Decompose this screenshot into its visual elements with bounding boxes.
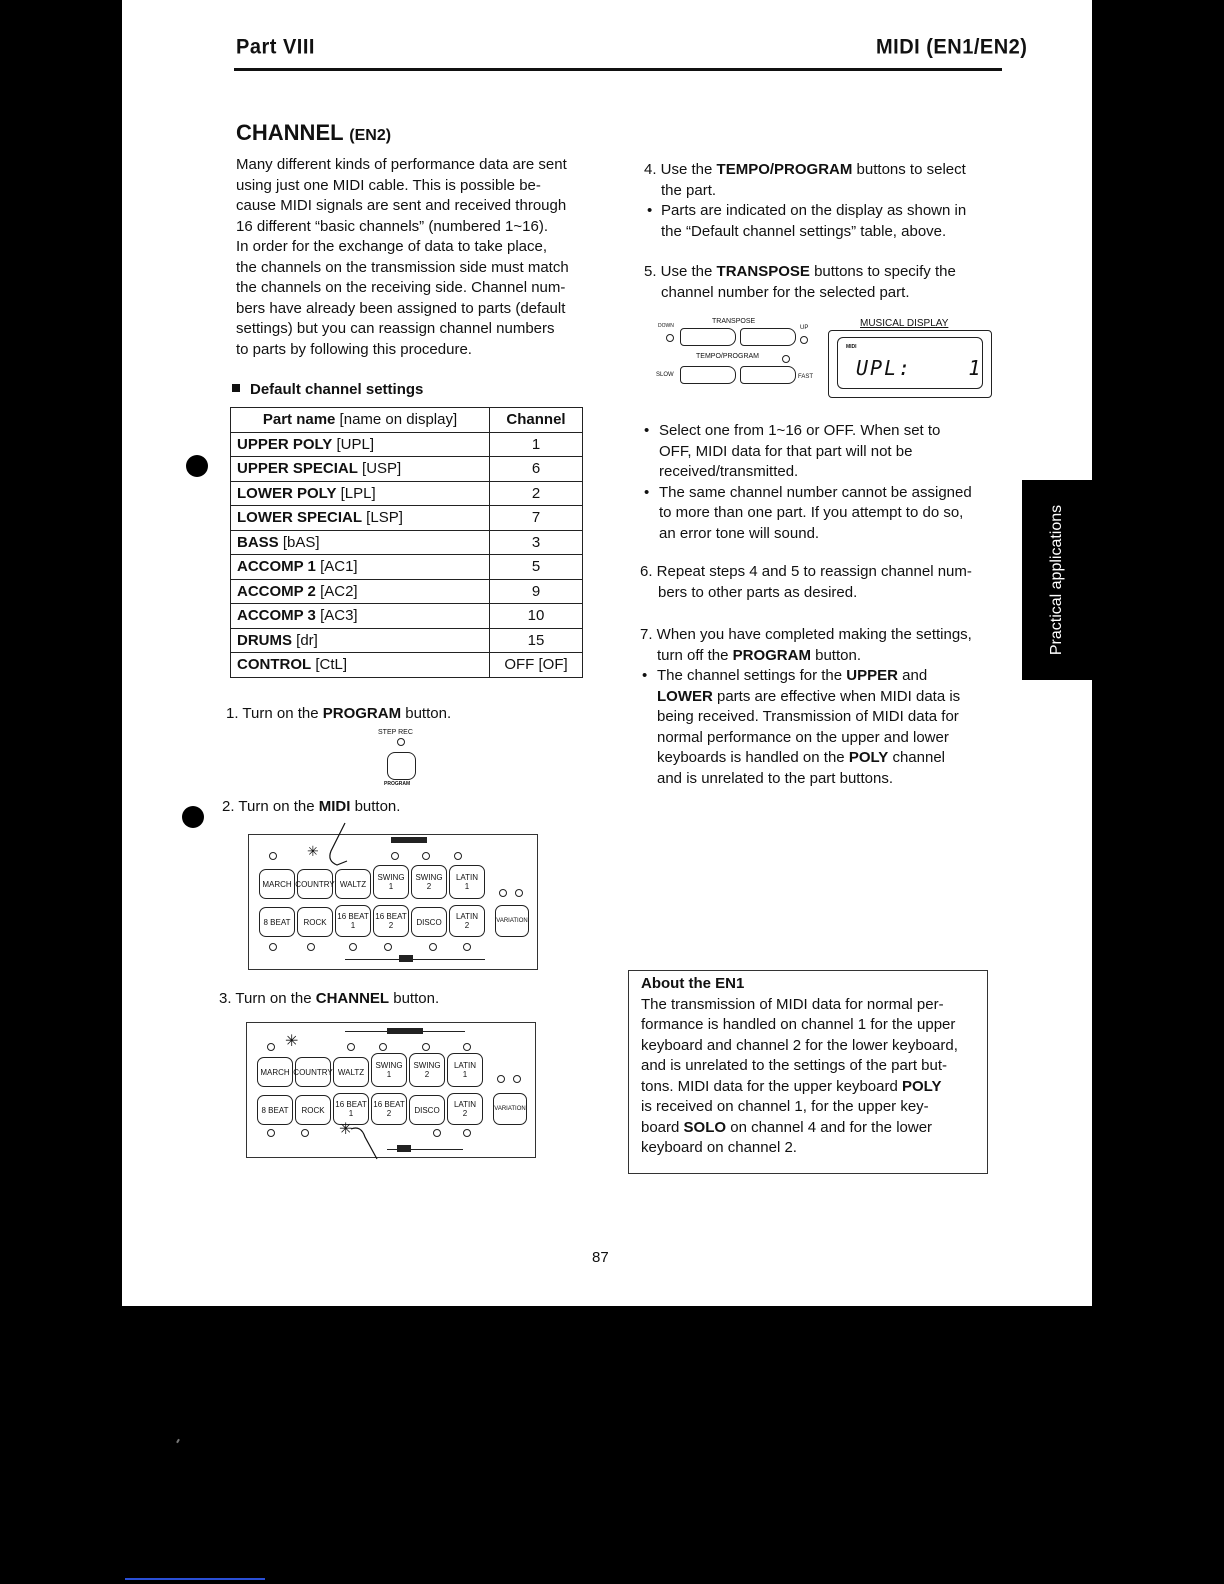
scan-border-bottom: [122, 1306, 1092, 1584]
panel-button-variation[interactable]: VARIATION: [493, 1093, 527, 1125]
step-6: 6. Repeat steps 4 and 5 to reassign channel num- bers to other parts as desired.: [640, 563, 972, 601]
panel-button-disco[interactable]: DISCO: [409, 1095, 445, 1125]
panel-button-latin2[interactable]: LATIN 2: [447, 1093, 483, 1125]
bullet-icon: •: [644, 422, 650, 439]
intro-line: In order for the exchange of data to take place,: [236, 238, 548, 255]
intro-line: the channels on the transmission side must match: [236, 258, 569, 276]
punch-hole-dot: [186, 455, 208, 477]
panel-led: [422, 1043, 430, 1051]
table-row: ACCOMP 1 [AC1] 5: [231, 555, 583, 580]
panel-button-march[interactable]: MARCH: [257, 1057, 293, 1087]
bottom-link-bar[interactable]: [125, 1578, 265, 1580]
table-row: DRUMS [dr] 15: [231, 628, 583, 653]
musical-display-label: MUSICAL DISPLAY: [860, 318, 949, 329]
panel-led: [379, 1043, 387, 1051]
panel-button-16beat1[interactable]: 16 BEAT 1: [335, 905, 371, 937]
section-title: [236, 120, 391, 146]
bullet-icon: •: [642, 667, 648, 684]
panel-bar: [399, 955, 413, 962]
transpose-up-button[interactable]: [740, 328, 796, 346]
square-bullet-icon: [232, 384, 240, 392]
col-channel-header: Channel: [490, 408, 583, 433]
up-label: UP: [800, 325, 809, 331]
lit-led-icon: ✳: [285, 1033, 299, 1050]
musical-display: [828, 330, 992, 398]
table-row: ACCOMP 2 [AC2] 9: [231, 579, 583, 604]
transpose-label: TRANSPOSE: [712, 318, 756, 325]
about-en1-box: [628, 970, 988, 1174]
lcd-readout: UPL: 1: [856, 356, 983, 380]
intro-line: Many different kinds of performance data are sent: [236, 156, 567, 173]
panel-led: [301, 1129, 309, 1137]
panel-led: [269, 943, 277, 951]
scan-border-left: [0, 0, 122, 1584]
panel-led: [267, 1043, 275, 1051]
lcd-screen: [837, 337, 983, 389]
table-heading-text: Default channel settings: [250, 381, 424, 398]
transpose-up-led: [800, 336, 808, 344]
finger-pointer-icon: [347, 1123, 387, 1163]
panel-led: [463, 1043, 471, 1051]
panel-button-variation[interactable]: VARIATION: [495, 905, 529, 937]
panel-button-16beat2[interactable]: 16 BEAT 2: [371, 1093, 407, 1125]
panel-button-rock[interactable]: ROCK: [295, 1095, 331, 1125]
about-en1-text: About the EN1 The transmission of MIDI data for normal per- formance is handled on channel 1 for the upper keyboard and channel 2 for the lower keyboard, and is unrelated to the settings of the part but- tons. MIDI data for the upper keyboard POLY is received on channel 1, for the upper key- board SOLO on channel 4 and for the lower keyboard on channel 2.: [641, 974, 981, 1159]
page-margin: [122, 0, 150, 1306]
intro-line: cause MIDI signals are sent and received through: [236, 197, 567, 214]
panel-button-country[interactable]: COUNTRY: [297, 869, 333, 899]
step-rec-led: [397, 738, 405, 746]
rhythm-panel-midi: [248, 834, 538, 970]
step-3: 3. Turn on the CHANNEL button.: [219, 990, 440, 1007]
step-4: 4. Use the TEMPO/PROGRAM buttons to select the part. • Parts are indicated on the display as shown in the “Default channel settings” table, above.: [644, 161, 967, 240]
col-part-header: Part name [name on display]: [231, 408, 490, 433]
step-5-notes: • Select one from 1~16 or OFF. When set to OFF, MIDI data for that part will not be received/transmitted. • The same channel number cannot be assigned to more than one part. If you attempt to do so, an error tone will sound.: [644, 422, 972, 542]
panel-led: [349, 943, 357, 951]
bullet-icon: •: [644, 483, 650, 501]
page-number: 87: [592, 1249, 609, 1266]
panel-led: [391, 852, 399, 860]
panel-led: [497, 1075, 505, 1083]
panel-led: [267, 1129, 275, 1137]
panel-led: [454, 852, 462, 860]
table-header-row: [231, 408, 583, 433]
transpose-down-button[interactable]: [680, 328, 736, 346]
intro-line: bers have already been assigned to parts (default: [236, 299, 566, 317]
midi-indicator: MIDI: [846, 344, 857, 350]
table-row: ACCOMP 3 [AC3] 10: [231, 604, 583, 629]
panel-led: [433, 1129, 441, 1137]
panel-button-latin1[interactable]: LATIN 1: [449, 865, 485, 899]
tempo-program-led: [782, 355, 790, 363]
intro-line: 16 different “basic channels” (numbered 1~16).: [236, 217, 548, 235]
panel-button-swing1[interactable]: SWING 1: [373, 865, 409, 899]
panel-led: [429, 943, 437, 951]
panel-button-16beat1[interactable]: 16 BEAT 1: [333, 1093, 369, 1125]
panel-led: [463, 1129, 471, 1137]
finger-pointer-icon: [317, 821, 357, 871]
panel-led: [513, 1075, 521, 1083]
panel-button-swing2[interactable]: SWING 2: [409, 1053, 445, 1087]
panel-button-latin1[interactable]: LATIN 1: [447, 1053, 483, 1087]
punch-hole-dot: [182, 806, 204, 828]
panel-led: [307, 943, 315, 951]
step-2: 2. Turn on the MIDI button.: [222, 798, 401, 815]
bullet-icon: •: [647, 202, 653, 219]
intro-line: using just one MIDI cable. This is possible be-: [236, 176, 541, 194]
panel-rule: [345, 959, 485, 960]
panel-button-rock[interactable]: ROCK: [297, 907, 333, 937]
panel-button-8beat[interactable]: 8 BEAT: [257, 1095, 293, 1125]
intro-paragraph: [236, 155, 606, 360]
header-rule: [234, 68, 1002, 71]
header-part: Part VIII: [236, 35, 315, 59]
down-label: DOWN: [658, 323, 674, 329]
intro-line: the channels on the receiving side. Channel num-: [236, 279, 566, 296]
panel-button-8beat[interactable]: 8 BEAT: [259, 907, 295, 937]
panel-button-waltz[interactable]: WALTZ: [333, 1057, 369, 1087]
table-row: UPPER POLY [UPL] 1: [231, 432, 583, 457]
step-rec-label: STEP REC: [378, 729, 413, 736]
table-row: BASS [bAS] 3: [231, 530, 583, 555]
panel-led: [384, 943, 392, 951]
panel-bar: [387, 1028, 423, 1034]
channel-table: [230, 407, 583, 678]
panel-led: [347, 1043, 355, 1051]
side-tab-label: Practical applications: [1048, 504, 1065, 656]
transpose-down-led: [666, 334, 674, 342]
panel-bar: [391, 837, 427, 843]
step-5: 5. Use the TRANSPOSE buttons to specify the channel number for the selected part.: [644, 263, 956, 301]
scan-border-right: [1092, 0, 1224, 1584]
step-7: 7. When you have completed making the settings, turn off the PROGRAM button. • The channel settings for the UPPER and LOWER parts are effective when MIDI data is being received. Transmission of MIDI data for normal performance on the upper and lower keyboards is handled on the POLY channel and is unrelated to the part buttons.: [640, 626, 972, 787]
tempo-slow-button[interactable]: [680, 366, 736, 384]
panel-button-swing2[interactable]: SWING 2: [411, 865, 447, 899]
panel-button-swing1[interactable]: SWING 1: [371, 1053, 407, 1087]
panel-button-latin2[interactable]: LATIN 2: [449, 905, 485, 937]
panel-button-country[interactable]: COUNTRY: [295, 1057, 331, 1087]
panel-led: [499, 889, 507, 897]
panel-button-march[interactable]: MARCH: [259, 869, 295, 899]
table-row: LOWER SPECIAL [LSP] 7: [231, 506, 583, 531]
header-section: MIDI (EN1/EN2): [876, 35, 1028, 59]
panel-led: [515, 889, 523, 897]
side-tab: [1022, 480, 1092, 680]
tempo-fast-button[interactable]: [740, 366, 796, 384]
intro-line: to parts by following this procedure.: [236, 340, 472, 358]
channel-lit-icon: ✳: [339, 1121, 353, 1138]
section-title-main: CHANNEL: [236, 120, 344, 145]
step-1: 1. Turn on the PROGRAM button.: [226, 705, 452, 722]
panel-led: [269, 852, 277, 860]
table-heading: [232, 380, 423, 401]
section-title-sub: (EN2): [349, 127, 392, 144]
about-en1-title: About the EN1: [641, 975, 745, 992]
table-row: CONTROL [CtL] OFF [OF]: [231, 653, 583, 678]
program-button[interactable]: [387, 752, 416, 780]
panel-button-waltz[interactable]: WALTZ: [335, 869, 371, 899]
fast-label: FAST: [798, 374, 814, 380]
panel-bar: [397, 1145, 411, 1152]
table-row: LOWER POLY [LPL] 2: [231, 481, 583, 506]
tempo-program-label: TEMPO/PROGRAM: [696, 353, 760, 360]
midi-lit-icon: ✳: [307, 843, 319, 859]
slow-label: SLOW: [656, 372, 674, 378]
program-button-label: PROGRAM: [384, 781, 411, 787]
intro-line: settings) but you can reassign channel numbers: [236, 320, 555, 337]
panel-button-16beat2[interactable]: 16 BEAT 2: [373, 905, 409, 937]
panel-led: [463, 943, 471, 951]
table-row: UPPER SPECIAL [USP] 6: [231, 457, 583, 482]
panel-button-disco[interactable]: DISCO: [411, 907, 447, 937]
rhythm-panel-channel: [246, 1022, 536, 1158]
panel-led: [422, 852, 430, 860]
